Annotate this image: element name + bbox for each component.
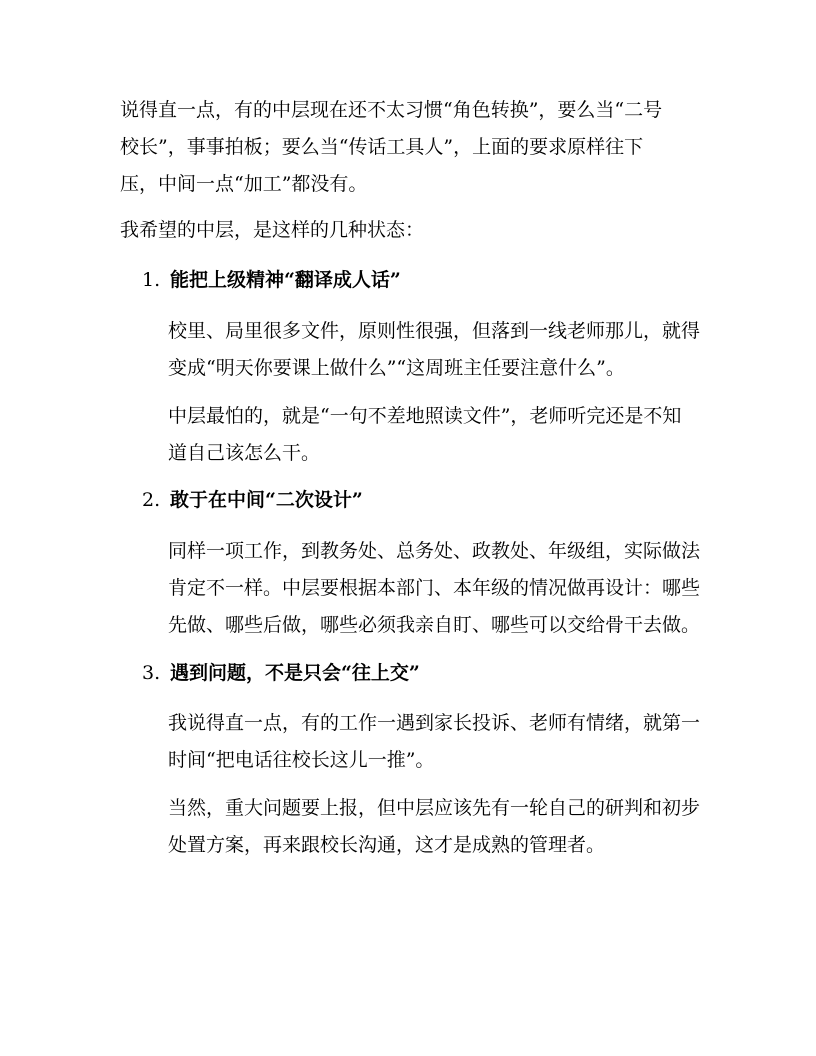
list-item-heading <box>142 262 401 299</box>
paragraph-line: 变成“明天你要课上做什么”“这周班主任要注意什么”。 <box>168 357 625 379</box>
intro-paragraph <box>120 92 662 203</box>
paragraph-line: 中层最怕的，就是“一句不差地照读文件”，老师听完还是不知 <box>168 405 682 427</box>
paragraph-line: 道自己该怎么干。 <box>168 442 321 464</box>
list-item-title: 能把上级精神“翻译成人话” <box>170 269 401 291</box>
list-item-paragraph <box>168 705 700 779</box>
intro-line: 校长”，事事拍板；要么当“传话工具人”，上面的要求原样往下 <box>120 136 644 158</box>
list-item-number: 2. <box>142 489 161 511</box>
paragraph-line: 先做、哪些后做，哪些必须我亲自盯、哪些可以交给骨干去做。 <box>168 614 701 636</box>
paragraph-line: 同样一项工作，到教务处、总务处、政教处、年级组，实际做法 <box>168 540 701 562</box>
paragraph-line: 时间“把电话往校长这儿一推”。 <box>168 749 435 771</box>
list-item-number: 1. <box>142 269 161 291</box>
paragraph-line: 当然，重大问题要上报，但中层应该先有一轮自己的研判和初步 <box>168 797 701 819</box>
list-item-paragraph <box>168 790 700 864</box>
list-item-title: 敢于在中间“二次设计” <box>170 489 363 511</box>
paragraph-line: 肯定不一样。中层要根据本部门、本年级的情况做再设计：哪些 <box>168 577 701 599</box>
list-item-heading <box>142 655 420 692</box>
paragraph-line: 我说得直一点，有的工作一遇到家长投诉、老师有情绪，就第一 <box>168 712 701 734</box>
list-item-heading <box>142 482 363 519</box>
intro-line: 说得直一点，有的中层现在还不太习惯“角色转换”，要么当“二号 <box>120 99 663 121</box>
intro-line: 压，中间一点“加工”都没有。 <box>120 173 368 195</box>
list-item-number: 3. <box>142 662 161 684</box>
list-item-title: 遇到问题，不是只会“往上交” <box>170 662 420 684</box>
list-item-paragraph <box>168 313 700 387</box>
lead-paragraph: 我希望的中层，是这样的几种状态： <box>120 219 425 241</box>
paragraph-line: 处置方案，再来跟校长沟通，这才是成熟的管理者。 <box>168 834 606 856</box>
list-item-paragraph <box>168 533 700 644</box>
paragraph-line: 校里、局里很多文件，原则性很强，但落到一线老师那儿，就得 <box>168 320 701 342</box>
list-item-paragraph <box>168 398 681 472</box>
